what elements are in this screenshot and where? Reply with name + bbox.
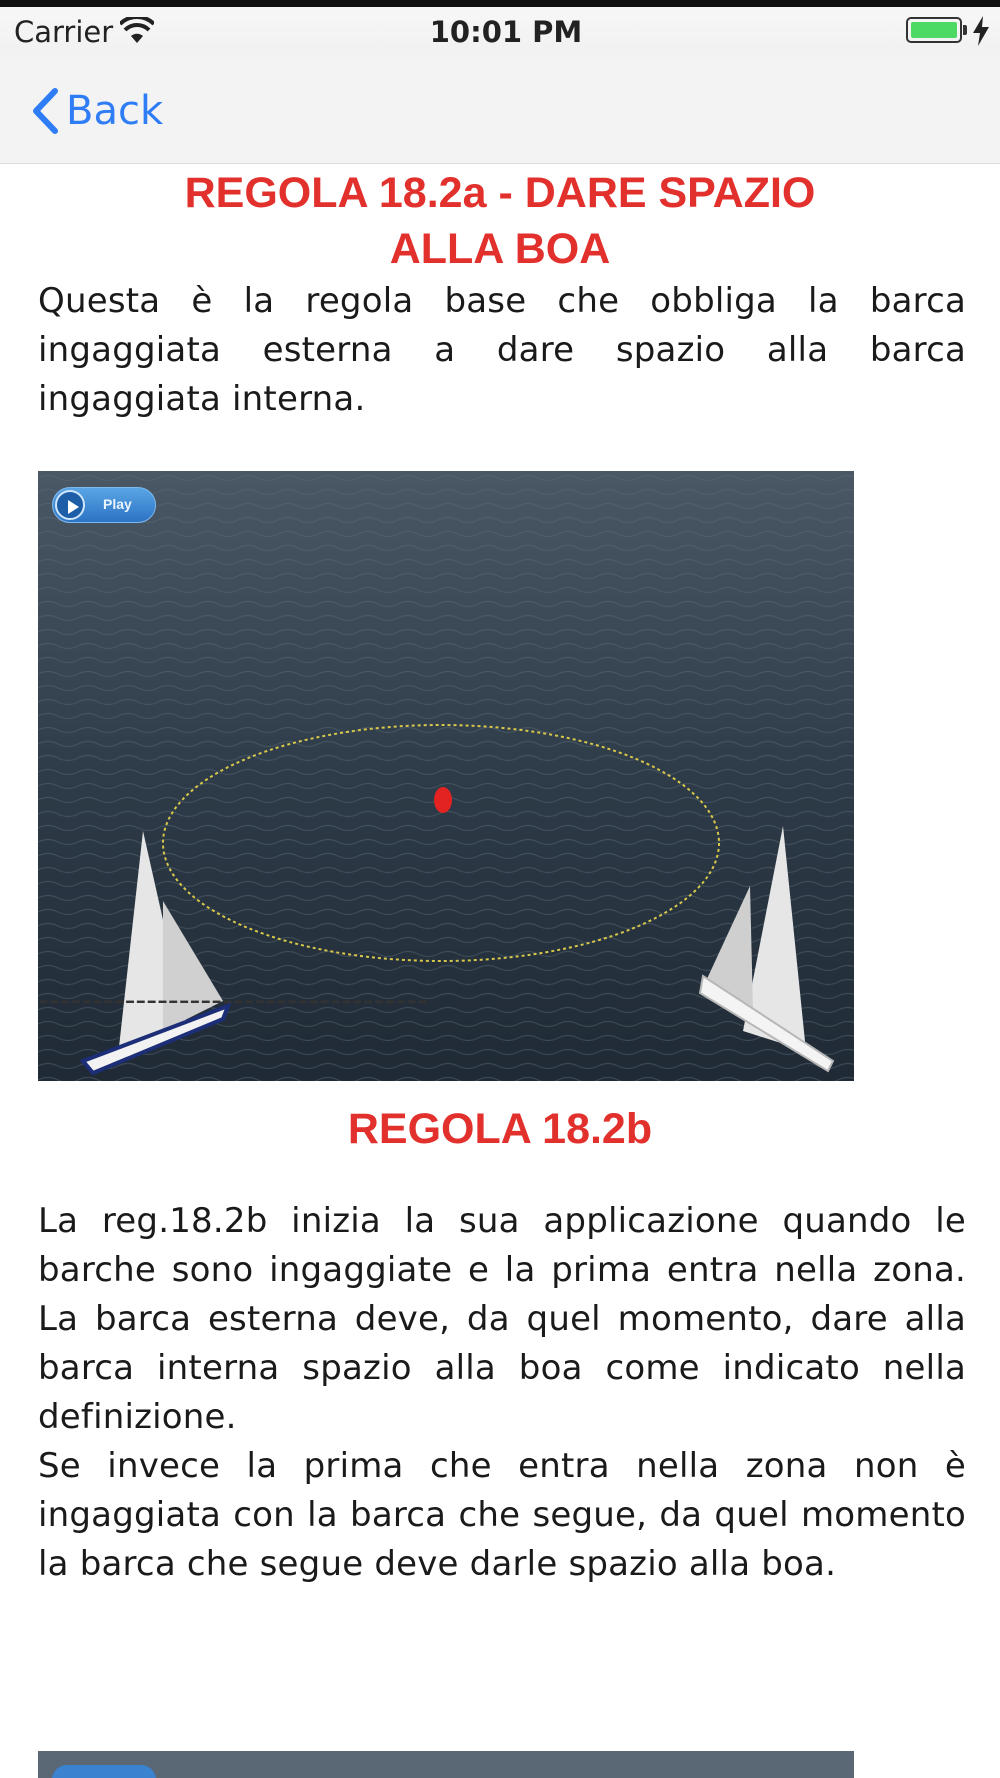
- play-label: Play: [103, 496, 132, 512]
- buoy-icon: [434, 787, 452, 813]
- battery-tip: [963, 25, 967, 35]
- rule-18-2b-paragraph-2: Se invece la prima che entra nella zona non è ingaggiata con la barca che segue, da quel momento la barca che segue deve darle spazio alla boa.: [38, 1446, 966, 1584]
- rule-18-2b-description: [38, 1197, 966, 1589]
- screen-top-edge: [0, 0, 1000, 7]
- battery-icon: [906, 17, 962, 43]
- play-button[interactable]: [52, 487, 156, 523]
- rule-18-2b-video[interactable]: [38, 1751, 854, 1778]
- status-time: 10:01 PM: [429, 15, 583, 49]
- back-label: Back: [66, 88, 164, 134]
- article-content: [0, 163, 1000, 1778]
- rule-18-2b-title: REGOLA 18.2b: [347, 1105, 653, 1153]
- back-button[interactable]: [28, 81, 163, 141]
- rule-18-2a-title-line1: REGOLA 18.2a - DARE SPAZIO: [184, 169, 816, 217]
- rule-18-2a-title-line2: ALLA BOA: [389, 225, 611, 273]
- section-divider: ------------------------------------: [38, 983, 428, 1018]
- charging-bolt-icon: [970, 15, 992, 47]
- navigation-bar: [0, 57, 1000, 164]
- carrier-label: Carrier: [14, 15, 114, 49]
- sea-scene-illustration-2: [38, 1751, 854, 1778]
- rule-18-2a-title: [60, 165, 940, 277]
- play-icon: [55, 490, 85, 520]
- rule-18-2b-paragraph-1: La reg.18.2b inizia la sua applicazione quando le barche sono ingaggiate e la prima entra nella zona. La barca esterna deve, da quel momento, dare alla barca interna spazio alla boa come indicato nella definizione.: [38, 1201, 966, 1437]
- rule-18-2a-description: Questa è la regola base che obbliga la barca ingaggiata esterna a dare spazio alla barca ingaggiata interna.: [38, 281, 966, 419]
- chevron-left-icon: [28, 85, 62, 137]
- status-bar: [0, 7, 1000, 57]
